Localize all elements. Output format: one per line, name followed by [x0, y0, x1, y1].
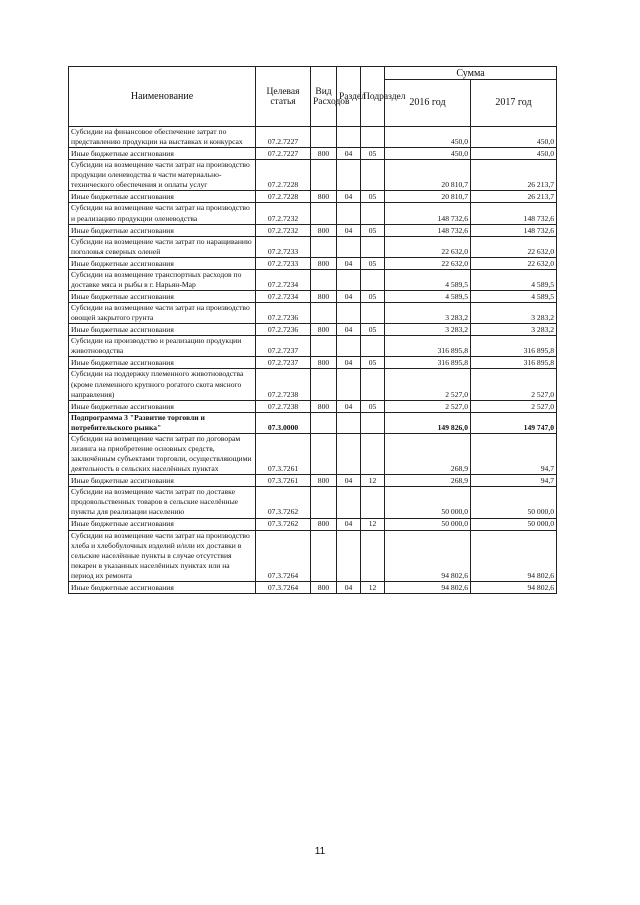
- table-row: [69, 433, 557, 474]
- table-row: [69, 303, 557, 324]
- cell-amount-2016: 268,9: [385, 475, 471, 487]
- cell-section: 04: [337, 357, 361, 369]
- cell-section: [337, 127, 361, 148]
- cell-section: 04: [337, 518, 361, 530]
- cell-name: Субсидии на возмещение части затрат по доставке продовольственных товаров в сельские населённые пункты для реализации населению: [69, 487, 256, 518]
- cell-target-article: 07.2.7238: [256, 369, 311, 400]
- cell-target-article: 07.2.7236: [256, 303, 311, 324]
- table-row: [69, 257, 557, 269]
- cell-name: Субсидии на поддержку племенного животноводства (кроме племенного крупного рогатого скота мясного направления): [69, 369, 256, 400]
- table-row: [69, 224, 557, 236]
- cell-amount-2017: 148 732,6: [471, 203, 557, 224]
- cell-name: Субсидии на возмещение части затрат на производство продукции оленеводства в части материально-технического обеспечения и оплаты услуг: [69, 160, 256, 191]
- cell-expense-kind: [311, 303, 337, 324]
- cell-amount-2017: 316 895,8: [471, 336, 557, 357]
- cell-target-article: 07.2.7232: [256, 224, 311, 236]
- cell-subsection: [361, 433, 385, 474]
- cell-subsection: 05: [361, 324, 385, 336]
- cell-subsection: [361, 336, 385, 357]
- table-row: [69, 487, 557, 518]
- cell-section: [337, 336, 361, 357]
- cell-name: Иные бюджетные ассигнования: [69, 148, 256, 160]
- cell-target-article: 07.2.7228: [256, 191, 311, 203]
- cell-subsection: 12: [361, 518, 385, 530]
- cell-subsection: [361, 236, 385, 257]
- cell-name: Подпрограмма 3 "Развитие торговли и потребительского рынка": [69, 412, 256, 433]
- cell-expense-kind: 800: [311, 148, 337, 160]
- cell-amount-2017: 148 732,6: [471, 224, 557, 236]
- cell-target-article: 07.3.7262: [256, 518, 311, 530]
- cell-amount-2016: 450,0: [385, 148, 471, 160]
- cell-name: Субсидии на возмещение части затрат по наращиванию поголовья северных оленей: [69, 236, 256, 257]
- cell-expense-kind: 800: [311, 582, 337, 594]
- cell-amount-2017: 50 000,0: [471, 518, 557, 530]
- cell-subsection: 05: [361, 357, 385, 369]
- cell-target-article: 07.3.0000: [256, 412, 311, 433]
- page-number: 11: [314, 846, 326, 857]
- table-row: [69, 269, 557, 290]
- table-row: [69, 291, 557, 303]
- cell-amount-2017: 3 283,2: [471, 324, 557, 336]
- cell-expense-kind: [311, 269, 337, 290]
- cell-name: Субсидии на возмещение транспортных расходов по доставке мяса и рыбы в г. Нарьян-Мар: [69, 269, 256, 290]
- cell-amount-2017: 450,0: [471, 148, 557, 160]
- cell-expense-kind: [311, 203, 337, 224]
- cell-amount-2016: 268,9: [385, 433, 471, 474]
- cell-target-article: 07.3.7264: [256, 582, 311, 594]
- table-row: [69, 203, 557, 224]
- cell-section: 04: [337, 324, 361, 336]
- cell-name: Иные бюджетные ассигнования: [69, 257, 256, 269]
- table-row: [69, 412, 557, 433]
- table-row: [69, 236, 557, 257]
- cell-section: [337, 160, 361, 191]
- cell-amount-2016: 2 527,0: [385, 369, 471, 400]
- cell-target-article: 07.2.7234: [256, 269, 311, 290]
- header-target-article: Целевая статья: [256, 67, 311, 127]
- cell-section: [337, 303, 361, 324]
- cell-subsection: [361, 160, 385, 191]
- cell-name: Иные бюджетные ассигнования: [69, 324, 256, 336]
- table-row: [69, 369, 557, 400]
- cell-subsection: [361, 487, 385, 518]
- cell-amount-2017: 50 000,0: [471, 487, 557, 518]
- cell-name: Субсидии на производство и реализацию продукции животноводства: [69, 336, 256, 357]
- cell-amount-2016: 450,0: [385, 127, 471, 148]
- cell-subsection: 05: [361, 291, 385, 303]
- cell-expense-kind: 800: [311, 357, 337, 369]
- cell-amount-2016: 3 283,2: [385, 303, 471, 324]
- cell-amount-2016: 316 895,8: [385, 336, 471, 357]
- cell-target-article: 07.3.7262: [256, 487, 311, 518]
- cell-amount-2016: 20 810,7: [385, 160, 471, 191]
- table-body: [69, 127, 557, 594]
- cell-section: 04: [337, 191, 361, 203]
- table-row: [69, 160, 557, 191]
- cell-amount-2016: 22 632,0: [385, 257, 471, 269]
- cell-name: Субсидии на возмещение части затрат на производство и реализацию продукции оленеводства: [69, 203, 256, 224]
- header-subsection: Подраздел: [361, 67, 385, 127]
- cell-name: Иные бюджетные ассигнования: [69, 224, 256, 236]
- cell-amount-2017: 3 283,2: [471, 303, 557, 324]
- cell-section: 04: [337, 400, 361, 412]
- header-expense-kind: Вид Расходов: [311, 67, 337, 127]
- cell-expense-kind: 800: [311, 224, 337, 236]
- table-row: [69, 475, 557, 487]
- cell-section: [337, 269, 361, 290]
- cell-name: Субсидии на возмещение части затрат на производство хлеба и хлебобулочных изделий и/или их доставки в сельские населённые пункты в случае отсутствия пекарен в указанных населённых пунктах или на период их ремонта: [69, 530, 256, 581]
- cell-expense-kind: 800: [311, 518, 337, 530]
- cell-subsection: [361, 269, 385, 290]
- cell-target-article: 07.2.7227: [256, 148, 311, 160]
- cell-amount-2017: 94 802,6: [471, 530, 557, 581]
- cell-amount-2017: 316 895,8: [471, 357, 557, 369]
- cell-amount-2016: 22 632,0: [385, 236, 471, 257]
- cell-amount-2017: 2 527,0: [471, 369, 557, 400]
- cell-subsection: 05: [361, 400, 385, 412]
- cell-amount-2016: 3 283,2: [385, 324, 471, 336]
- cell-expense-kind: 800: [311, 324, 337, 336]
- cell-amount-2016: 20 810,7: [385, 191, 471, 203]
- cell-amount-2016: 4 589,5: [385, 291, 471, 303]
- cell-amount-2017: 26 213,7: [471, 160, 557, 191]
- cell-amount-2016: 94 802,6: [385, 530, 471, 581]
- cell-amount-2017: 26 213,7: [471, 191, 557, 203]
- budget-table: [68, 66, 557, 594]
- cell-target-article: 07.2.7233: [256, 257, 311, 269]
- cell-subsection: 12: [361, 475, 385, 487]
- table-row: [69, 400, 557, 412]
- cell-target-article: 07.2.7238: [256, 400, 311, 412]
- header-year-2016: 2016 год: [385, 80, 471, 127]
- table-row: [69, 336, 557, 357]
- cell-target-article: 07.3.7261: [256, 433, 311, 474]
- table-row: [69, 530, 557, 581]
- cell-target-article: 07.3.7264: [256, 530, 311, 581]
- cell-expense-kind: [311, 412, 337, 433]
- cell-section: 04: [337, 224, 361, 236]
- cell-section: [337, 236, 361, 257]
- cell-section: 04: [337, 582, 361, 594]
- table-header: [69, 67, 557, 127]
- cell-amount-2017: 22 632,0: [471, 257, 557, 269]
- cell-target-article: 07.2.7228: [256, 160, 311, 191]
- table-row: [69, 127, 557, 148]
- cell-section: [337, 433, 361, 474]
- cell-name: Субсидии на возмещение части затрат на производство овощей закрытого грунта: [69, 303, 256, 324]
- cell-expense-kind: 800: [311, 291, 337, 303]
- cell-expense-kind: [311, 160, 337, 191]
- cell-section: 04: [337, 257, 361, 269]
- cell-amount-2017: 22 632,0: [471, 236, 557, 257]
- cell-name: Субсидии на финансовое обеспечение затрат по представлению продукции на выставках и конкурсах: [69, 127, 256, 148]
- cell-subsection: 05: [361, 191, 385, 203]
- cell-subsection: 05: [361, 148, 385, 160]
- cell-target-article: 07.2.7233: [256, 236, 311, 257]
- table-row: [69, 357, 557, 369]
- cell-section: [337, 530, 361, 581]
- cell-name: Субсидии на возмещение части затрат по договорам лизинга на приобретение основных средств, заключённым субъектами торговли, осуществляющими деятельность в сельских населённых пунктах: [69, 433, 256, 474]
- cell-section: [337, 203, 361, 224]
- cell-name: Иные бюджетные ассигнования: [69, 191, 256, 203]
- cell-section: [337, 412, 361, 433]
- header-name: Наименование: [69, 67, 256, 127]
- cell-expense-kind: [311, 127, 337, 148]
- cell-expense-kind: 800: [311, 400, 337, 412]
- cell-amount-2016: 148 732,6: [385, 224, 471, 236]
- cell-expense-kind: [311, 369, 337, 400]
- table-row: [69, 191, 557, 203]
- cell-amount-2017: 94 802,6: [471, 582, 557, 594]
- header-year-2017: 2017 год: [471, 80, 557, 127]
- cell-amount-2017: 450,0: [471, 127, 557, 148]
- cell-subsection: 05: [361, 257, 385, 269]
- cell-amount-2016: 316 895,8: [385, 357, 471, 369]
- cell-section: 04: [337, 475, 361, 487]
- cell-section: 04: [337, 291, 361, 303]
- cell-subsection: 12: [361, 582, 385, 594]
- table-row: [69, 324, 557, 336]
- table-row: [69, 518, 557, 530]
- cell-expense-kind: [311, 336, 337, 357]
- cell-target-article: 07.2.7237: [256, 357, 311, 369]
- cell-amount-2016: 50 000,0: [385, 487, 471, 518]
- cell-name: Иные бюджетные ассигнования: [69, 475, 256, 487]
- cell-subsection: [361, 303, 385, 324]
- header-section: Раздел: [337, 67, 361, 127]
- cell-subsection: [361, 127, 385, 148]
- cell-expense-kind: 800: [311, 475, 337, 487]
- cell-subsection: [361, 530, 385, 581]
- table-row: [69, 148, 557, 160]
- cell-amount-2016: 94 802,6: [385, 582, 471, 594]
- cell-amount-2016: 50 000,0: [385, 518, 471, 530]
- cell-expense-kind: [311, 530, 337, 581]
- cell-expense-kind: [311, 487, 337, 518]
- cell-target-article: 07.2.7232: [256, 203, 311, 224]
- cell-subsection: 05: [361, 224, 385, 236]
- cell-expense-kind: [311, 236, 337, 257]
- cell-subsection: [361, 412, 385, 433]
- cell-amount-2017: 4 589,5: [471, 269, 557, 290]
- cell-subsection: [361, 369, 385, 400]
- cell-amount-2016: 4 589,5: [385, 269, 471, 290]
- header-sum: Сумма: [385, 67, 557, 80]
- cell-name: Иные бюджетные ассигнования: [69, 518, 256, 530]
- table-row: [69, 582, 557, 594]
- cell-section: [337, 369, 361, 400]
- cell-target-article: 07.2.7234: [256, 291, 311, 303]
- cell-amount-2017: 2 527,0: [471, 400, 557, 412]
- cell-name: Иные бюджетные ассигнования: [69, 400, 256, 412]
- cell-name: Иные бюджетные ассигнования: [69, 357, 256, 369]
- cell-amount-2016: 2 527,0: [385, 400, 471, 412]
- cell-name: Иные бюджетные ассигнования: [69, 582, 256, 594]
- cell-target-article: 07.3.7261: [256, 475, 311, 487]
- cell-target-article: 07.2.7236: [256, 324, 311, 336]
- cell-amount-2017: 94,7: [471, 433, 557, 474]
- cell-amount-2017: 94,7: [471, 475, 557, 487]
- cell-amount-2016: 149 826,0: [385, 412, 471, 433]
- cell-amount-2017: 4 589,5: [471, 291, 557, 303]
- cell-section: 04: [337, 148, 361, 160]
- cell-target-article: 07.2.7237: [256, 336, 311, 357]
- cell-name: Иные бюджетные ассигнования: [69, 291, 256, 303]
- cell-expense-kind: 800: [311, 191, 337, 203]
- cell-target-article: 07.2.7227: [256, 127, 311, 148]
- cell-expense-kind: [311, 433, 337, 474]
- cell-amount-2017: 149 747,0: [471, 412, 557, 433]
- cell-expense-kind: 800: [311, 257, 337, 269]
- cell-amount-2016: 148 732,6: [385, 203, 471, 224]
- cell-subsection: [361, 203, 385, 224]
- cell-section: [337, 487, 361, 518]
